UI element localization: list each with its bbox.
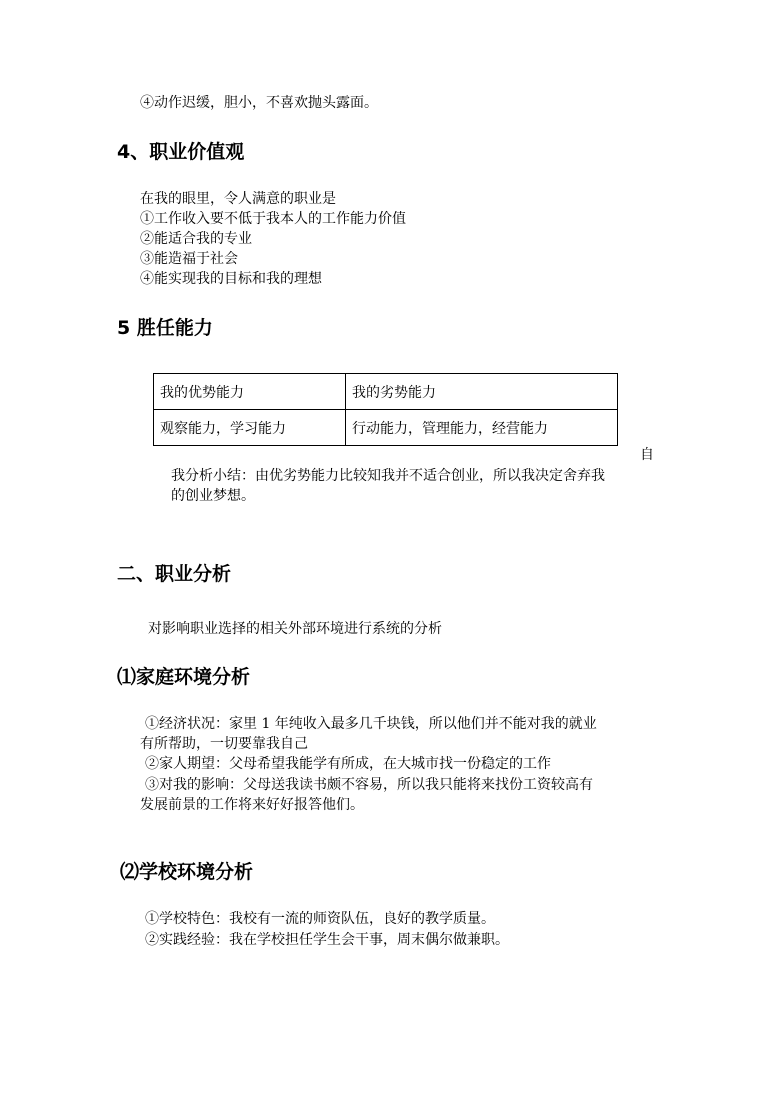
- table-row: [154, 410, 618, 446]
- table-cell-weaknesses: 行动能力，管理能力，经营能力: [346, 410, 618, 446]
- section-heading-career-analysis: 二、职业分析: [117, 563, 232, 585]
- family-line-3: ②家人期望：父母希望我能学有所成，在大城市找一份稳定的工作: [145, 756, 551, 772]
- career-values-item-2: ②能适合我的专业: [140, 231, 252, 247]
- competency-table: [153, 373, 618, 446]
- family-line-5: 发展前景的工作将来好好报答他们。: [140, 797, 364, 813]
- family-line-2: 有所帮助，一切要靠我自己: [140, 736, 308, 752]
- summary-first-char: 自: [640, 447, 654, 463]
- section-heading-competency: 5 胜任能力: [117, 317, 213, 339]
- summary-line-1: 我分析小结：由优劣势能力比较知我并不适合创业，所以我决定舍弃我: [171, 468, 605, 484]
- career-values-item-4: ④能实现我的目标和我的理想: [140, 271, 322, 287]
- family-line-1: ①经济状况：家里 1 年纯收入最多几千块钱，所以他们并不能对我的就业: [145, 716, 597, 732]
- section-heading-family-analysis: ⑴家庭环境分析: [117, 666, 251, 688]
- section-heading-school-analysis: ⑵学校环境分析: [120, 861, 254, 883]
- career-values-item-1: ①工作收入要不低于我本人的工作能力价值: [140, 211, 406, 227]
- table-header-row: [154, 374, 618, 410]
- career-values-intro: 在我的眼里，令人满意的职业是: [140, 191, 336, 207]
- personality-item-4: ④动作迟缓，胆小，不喜欢抛头露面。: [140, 95, 378, 111]
- school-line-2: ②实践经验：我在学校担任学生会干事，周末偶尔做兼职。: [145, 932, 509, 948]
- table-header-strengths: 我的优势能力: [154, 374, 346, 410]
- table-cell-strengths: 观察能力，学习能力: [154, 410, 346, 446]
- career-analysis-intro: 对影响职业选择的相关外部环境进行系统的分析: [148, 621, 442, 637]
- section-heading-career-values: 4、职业价值观: [117, 141, 245, 163]
- family-line-4: ③对我的影响：父母送我读书颇不容易，所以我只能将来找份工资较高有: [145, 777, 593, 793]
- school-line-1: ①学校特色：我校有一流的师资队伍，良好的教学质量。: [145, 911, 495, 927]
- career-values-item-3: ③能造福于社会: [140, 251, 238, 267]
- summary-line-2: 的创业梦想。: [171, 488, 255, 504]
- table-header-weaknesses: 我的劣势能力: [346, 374, 618, 410]
